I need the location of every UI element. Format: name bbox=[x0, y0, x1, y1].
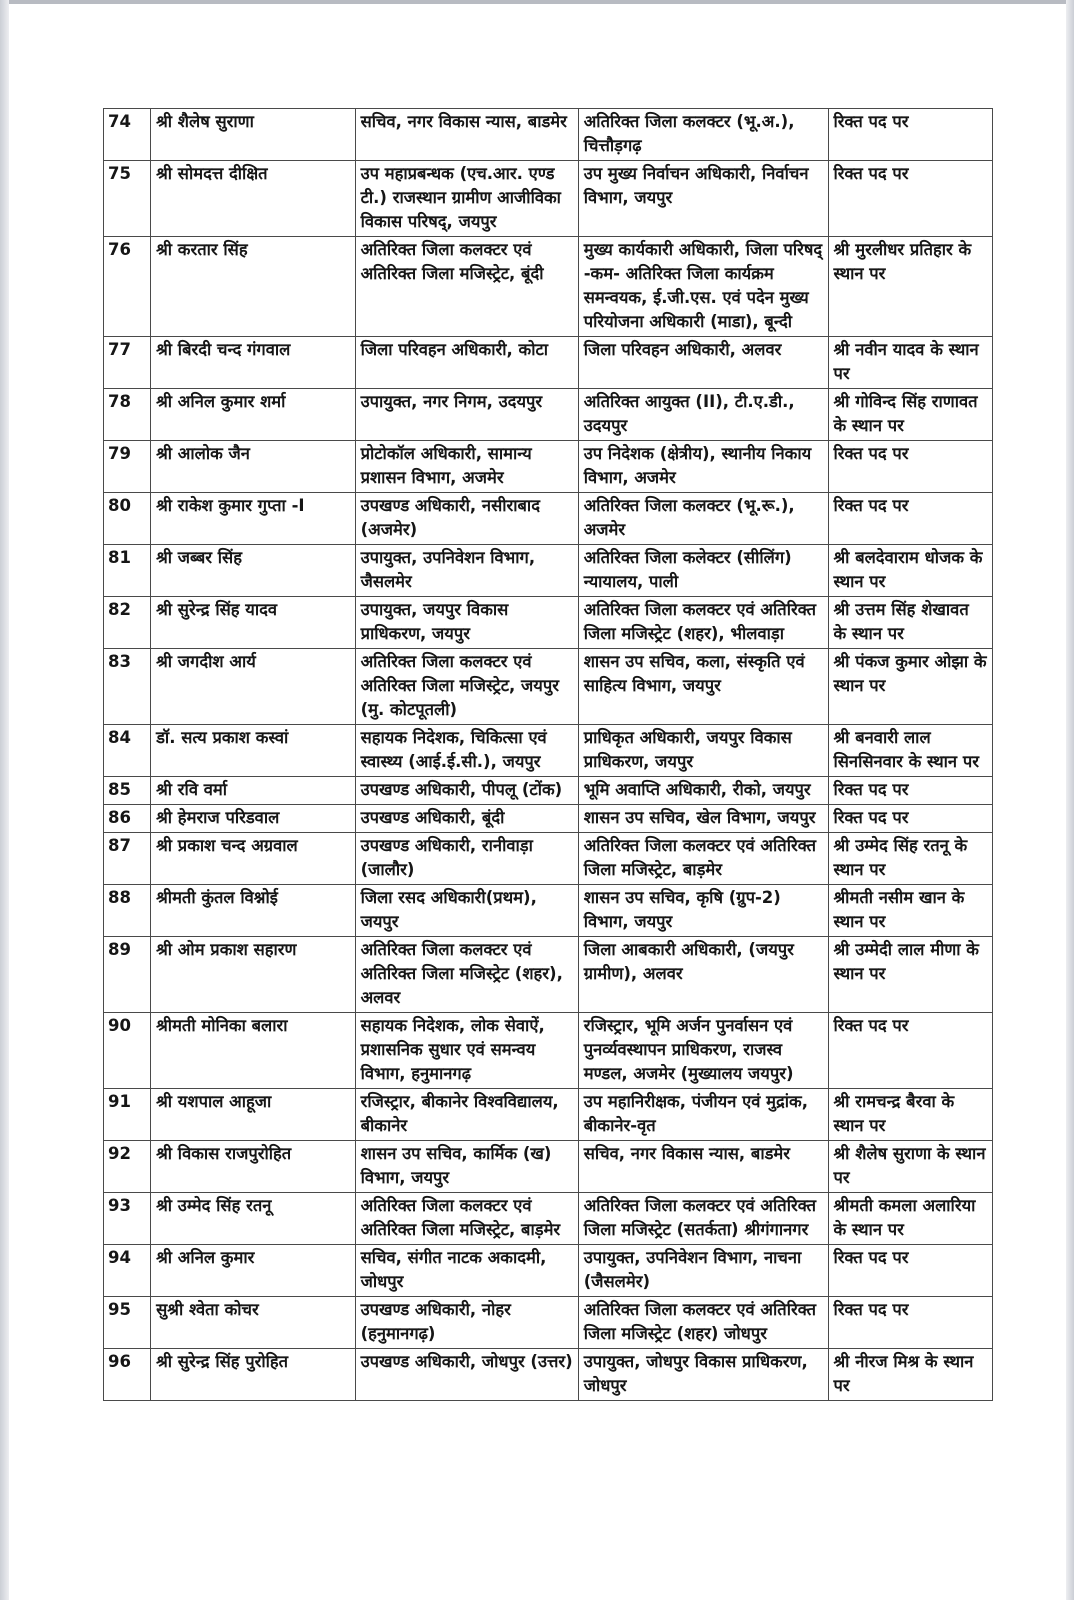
serial-cell: 90 bbox=[104, 1013, 151, 1089]
new-post-cell: अतिरिक्त जिला कलक्टर (भू.रू.), अजमेर bbox=[578, 493, 828, 545]
serial-cell: 87 bbox=[104, 833, 151, 885]
remark-cell: श्री उत्तम सिंह शेखावत के स्थान पर bbox=[828, 597, 993, 649]
serial-cell: 91 bbox=[104, 1089, 151, 1141]
new-post-cell: शासन उप सचिव, खेल विभाग, जयपुर bbox=[578, 805, 828, 833]
remark-cell: श्रीमती कमला अलारिया के स्थान पर bbox=[828, 1193, 993, 1245]
new-post-cell: उप महानिरीक्षक, पंजीयन एवं मुद्रांक, बीकानेर-वृत bbox=[578, 1089, 828, 1141]
new-post-cell: प्राधिकृत अधिकारी, जयपुर विकास प्राधिकरण, जयपुर bbox=[578, 725, 828, 777]
name-cell: श्री जब्बर सिंह bbox=[151, 545, 355, 597]
table-row bbox=[104, 1245, 993, 1297]
transfer-table-body bbox=[104, 109, 993, 1401]
remark-cell: श्री गोविन्द सिंह राणावत के स्थान पर bbox=[828, 389, 993, 441]
table-row bbox=[104, 1349, 993, 1401]
current-post-cell: सहायक निदेशक, चिकित्सा एवं स्वास्थ्य (आई.ई.सी.), जयपुर bbox=[355, 725, 578, 777]
current-post-cell: उपखण्ड अधिकारी, रानीवाड़ा (जालौर) bbox=[355, 833, 578, 885]
new-post-cell: अतिरिक्त जिला कलक्टर एवं अतिरिक्त जिला मजिस्ट्रेट (शहर) जोधपुर bbox=[578, 1297, 828, 1349]
serial-cell: 80 bbox=[104, 493, 151, 545]
serial-cell: 84 bbox=[104, 725, 151, 777]
remark-cell: श्री शैलेष सुराणा के स्थान पर bbox=[828, 1141, 993, 1193]
current-post-cell: रजिस्ट्रार, बीकानेर विश्वविद्यालय, बीकानेर bbox=[355, 1089, 578, 1141]
remark-cell: रिक्त पद पर bbox=[828, 109, 993, 161]
serial-cell: 89 bbox=[104, 937, 151, 1013]
serial-cell: 95 bbox=[104, 1297, 151, 1349]
table-row bbox=[104, 885, 993, 937]
serial-cell: 74 bbox=[104, 109, 151, 161]
serial-cell: 86 bbox=[104, 805, 151, 833]
table-row bbox=[104, 161, 993, 237]
remark-cell: रिक्त पद पर bbox=[828, 1297, 993, 1349]
name-cell: श्री प्रकाश चन्द अग्रवाल bbox=[151, 833, 355, 885]
name-cell: श्री जगदीश आर्य bbox=[151, 649, 355, 725]
current-post-cell: उपायुक्त, उपनिवेशन विभाग, जैसलमेर bbox=[355, 545, 578, 597]
serial-cell: 88 bbox=[104, 885, 151, 937]
remark-cell: रिक्त पद पर bbox=[828, 1245, 993, 1297]
remark-cell: रिक्त पद पर bbox=[828, 493, 993, 545]
new-post-cell: अतिरिक्त जिला कलक्टर एवं अतिरिक्त जिला मजिस्ट्रेट (शहर), भीलवाड़ा bbox=[578, 597, 828, 649]
name-cell: श्रीमती मोनिका बलारा bbox=[151, 1013, 355, 1089]
new-post-cell: अतिरिक्त जिला कलक्टर एवं अतिरिक्त जिला मजिस्ट्रेट, बाड़मेर bbox=[578, 833, 828, 885]
current-post-cell: उपायुक्त, नगर निगम, उदयपुर bbox=[355, 389, 578, 441]
new-post-cell: अतिरिक्त जिला कलेक्टर (सीलिंग) न्यायालय, पाली bbox=[578, 545, 828, 597]
current-post-cell: सहायक निदेशक, लोक सेवाऐं, प्रशासनिक सुधार एवं समन्वय विभाग, हनुमानगढ़ bbox=[355, 1013, 578, 1089]
new-post-cell: अतिरिक्त जिला कलक्टर एवं अतिरिक्त जिला मजिस्ट्रेट (सतर्कता) श्रीगंगानगर bbox=[578, 1193, 828, 1245]
serial-cell: 92 bbox=[104, 1141, 151, 1193]
current-post-cell: जिला रसद अधिकारी(प्रथम), जयपुर bbox=[355, 885, 578, 937]
name-cell: श्री अनिल कुमार शर्मा bbox=[151, 389, 355, 441]
serial-cell: 81 bbox=[104, 545, 151, 597]
serial-cell: 96 bbox=[104, 1349, 151, 1401]
table-row bbox=[104, 389, 993, 441]
name-cell: श्री हेमराज परिडवाल bbox=[151, 805, 355, 833]
name-cell: श्री यशपाल आहूजा bbox=[151, 1089, 355, 1141]
name-cell: श्री सुरेन्द्र सिंह पुरोहित bbox=[151, 1349, 355, 1401]
name-cell: श्री ओम प्रकाश सहारण bbox=[151, 937, 355, 1013]
serial-cell: 77 bbox=[104, 337, 151, 389]
table-row bbox=[104, 237, 993, 337]
serial-cell: 93 bbox=[104, 1193, 151, 1245]
remark-cell: श्री मुरलीधर प्रतिहार के स्थान पर bbox=[828, 237, 993, 337]
name-cell: सुश्री श्वेता कोचर bbox=[151, 1297, 355, 1349]
table-row bbox=[104, 109, 993, 161]
new-post-cell: उप मुख्य निर्वाचन अधिकारी, निर्वाचन विभाग, जयपुर bbox=[578, 161, 828, 237]
remark-cell: रिक्त पद पर bbox=[828, 441, 993, 493]
page-left-edge-shadow bbox=[0, 0, 9, 1600]
table-row bbox=[104, 493, 993, 545]
table-row bbox=[104, 649, 993, 725]
serial-cell: 83 bbox=[104, 649, 151, 725]
current-post-cell: उपखण्ड अधिकारी, पीपलू (टोंक) bbox=[355, 777, 578, 805]
remark-cell: श्री उम्मेदी लाल मीणा के स्थान पर bbox=[828, 937, 993, 1013]
new-post-cell: जिला परिवहन अधिकारी, अलवर bbox=[578, 337, 828, 389]
serial-cell: 94 bbox=[104, 1245, 151, 1297]
remark-cell: श्री पंकज कुमार ओझा के स्थान पर bbox=[828, 649, 993, 725]
name-cell: श्री शैलेष सुराणा bbox=[151, 109, 355, 161]
remark-cell: श्री नवीन यादव के स्थान पर bbox=[828, 337, 993, 389]
new-post-cell: अतिरिक्त जिला कलक्टर (भू.अ.), चित्तौड़गढ़ bbox=[578, 109, 828, 161]
name-cell: श्री सोमदत्त दीक्षित bbox=[151, 161, 355, 237]
table-row bbox=[104, 1297, 993, 1349]
current-post-cell: उपखण्ड अधिकारी, नसीराबाद (अजमेर) bbox=[355, 493, 578, 545]
name-cell: डॉ. सत्य प्रकाश कस्वां bbox=[151, 725, 355, 777]
remark-cell: श्री उम्मेद सिंह रतनू के स्थान पर bbox=[828, 833, 993, 885]
current-post-cell: अतिरिक्त जिला कलक्टर एवं अतिरिक्त जिला मजिस्ट्रेट, बूंदी bbox=[355, 237, 578, 337]
serial-cell: 75 bbox=[104, 161, 151, 237]
new-post-cell: जिला आबकारी अधिकारी, (जयपुर ग्रामीण), अलवर bbox=[578, 937, 828, 1013]
table-row bbox=[104, 833, 993, 885]
name-cell: श्री रवि वर्मा bbox=[151, 777, 355, 805]
new-post-cell: रजिस्ट्रार, भूमि अर्जन पुनर्वासन एवं पुनर्व्यवस्थापन प्राधिकरण, राजस्व मण्डल, अजमेर (मुख्यालय जयपुर) bbox=[578, 1013, 828, 1089]
new-post-cell: उपायुक्त, जोधपुर विकास प्राधिकरण, जोधपुर bbox=[578, 1349, 828, 1401]
name-cell: श्री उम्मेद सिंह रतनू bbox=[151, 1193, 355, 1245]
new-post-cell: सचिव, नगर विकास न्यास, बाडमेर bbox=[578, 1141, 828, 1193]
page-right-edge-shadow bbox=[1066, 0, 1074, 1600]
name-cell: श्री सुरेन्द्र सिंह यादव bbox=[151, 597, 355, 649]
new-post-cell: भूमि अवाप्ति अधिकारी, रीको, जयपुर bbox=[578, 777, 828, 805]
remark-cell: श्रीमती नसीम खान के स्थान पर bbox=[828, 885, 993, 937]
table-row bbox=[104, 805, 993, 833]
name-cell: श्री अनिल कुमार bbox=[151, 1245, 355, 1297]
current-post-cell: शासन उप सचिव, कार्मिक (ख) विभाग, जयपुर bbox=[355, 1141, 578, 1193]
remark-cell: श्री नीरज मिश्र के स्थान पर bbox=[828, 1349, 993, 1401]
table-row bbox=[104, 1141, 993, 1193]
table-row bbox=[104, 1193, 993, 1245]
new-post-cell: शासन उप सचिव, कृषि (ग्रुप-2) विभाग, जयपुर bbox=[578, 885, 828, 937]
name-cell: श्रीमती कुंतल विश्नोई bbox=[151, 885, 355, 937]
table-row bbox=[104, 545, 993, 597]
serial-cell: 85 bbox=[104, 777, 151, 805]
new-post-cell: अतिरिक्त आयुक्त (II), टी.ए.डी., उदयपुर bbox=[578, 389, 828, 441]
remark-cell: रिक्त पद पर bbox=[828, 161, 993, 237]
name-cell: श्री करतार सिंह bbox=[151, 237, 355, 337]
current-post-cell: उपायुक्त, जयपुर विकास प्राधिकरण, जयपुर bbox=[355, 597, 578, 649]
new-post-cell: उपायुक्त, उपनिवेशन विभाग, नाचना (जैसलमेर) bbox=[578, 1245, 828, 1297]
remark-cell: रिक्त पद पर bbox=[828, 805, 993, 833]
current-post-cell: सचिव, संगीत नाटक अकादमी, जोधपुर bbox=[355, 1245, 578, 1297]
serial-cell: 76 bbox=[104, 237, 151, 337]
table-row bbox=[104, 1013, 993, 1089]
current-post-cell: उप महाप्रबन्धक (एच.आर. एण्ड टी.) राजस्थान ग्रामीण आजीविका विकास परिषद्, जयपुर bbox=[355, 161, 578, 237]
current-post-cell: अतिरिक्त जिला कलक्टर एवं अतिरिक्त जिला मजिस्ट्रेट, बाड़मेर bbox=[355, 1193, 578, 1245]
current-post-cell: उपखण्ड अधिकारी, नोहर (हनुमानगढ़) bbox=[355, 1297, 578, 1349]
current-post-cell: उपखण्ड अधिकारी, बूंदी bbox=[355, 805, 578, 833]
current-post-cell: प्रोटोकॉल अधिकारी, सामान्य प्रशासन विभाग, अजमेर bbox=[355, 441, 578, 493]
remark-cell: श्री बनवारी लाल सिनसिनवार के स्थान पर bbox=[828, 725, 993, 777]
serial-cell: 82 bbox=[104, 597, 151, 649]
current-post-cell: अतिरिक्त जिला कलक्टर एवं अतिरिक्त जिला मजिस्ट्रेट, जयपुर (मु. कोटपूतली) bbox=[355, 649, 578, 725]
table-row bbox=[104, 337, 993, 389]
name-cell: श्री राकेश कुमार गुप्ता -I bbox=[151, 493, 355, 545]
remark-cell: श्री बलदेवाराम धोजक के स्थान पर bbox=[828, 545, 993, 597]
new-post-cell: उप निदेशक (क्षेत्रीय), स्थानीय निकाय विभाग, अजमेर bbox=[578, 441, 828, 493]
transfer-order-table bbox=[103, 108, 993, 1401]
table-row bbox=[104, 441, 993, 493]
remark-cell: श्री रामचन्द्र बैरवा के स्थान पर bbox=[828, 1089, 993, 1141]
new-post-cell: मुख्य कार्यकारी अधिकारी, जिला परिषद् -कम- अतिरिक्त जिला कार्यक्रम समन्वयक, ई.जी.एस. एवं पदेन मुख्य परियोजना अधिकारी (माडा), बून्दी bbox=[578, 237, 828, 337]
table-row bbox=[104, 937, 993, 1013]
name-cell: श्री विकास राजपुरोहित bbox=[151, 1141, 355, 1193]
serial-cell: 78 bbox=[104, 389, 151, 441]
current-post-cell: उपखण्ड अधिकारी, जोधपुर (उत्तर) bbox=[355, 1349, 578, 1401]
page-top-edge-shadow bbox=[0, 0, 1074, 4]
current-post-cell: अतिरिक्त जिला कलक्टर एवं अतिरिक्त जिला मजिस्ट्रेट (शहर), अलवर bbox=[355, 937, 578, 1013]
table-row bbox=[104, 1089, 993, 1141]
current-post-cell: जिला परिवहन अधिकारी, कोटा bbox=[355, 337, 578, 389]
name-cell: श्री आलोक जैन bbox=[151, 441, 355, 493]
remark-cell: रिक्त पद पर bbox=[828, 777, 993, 805]
new-post-cell: शासन उप सचिव, कला, संस्कृति एवं साहित्य विभाग, जयपुर bbox=[578, 649, 828, 725]
table-row bbox=[104, 777, 993, 805]
remark-cell: रिक्त पद पर bbox=[828, 1013, 993, 1089]
serial-cell: 79 bbox=[104, 441, 151, 493]
table-row bbox=[104, 725, 993, 777]
name-cell: श्री बिरदी चन्द गंगवाल bbox=[151, 337, 355, 389]
table-row bbox=[104, 597, 993, 649]
current-post-cell: सचिव, नगर विकास न्यास, बाडमेर bbox=[355, 109, 578, 161]
